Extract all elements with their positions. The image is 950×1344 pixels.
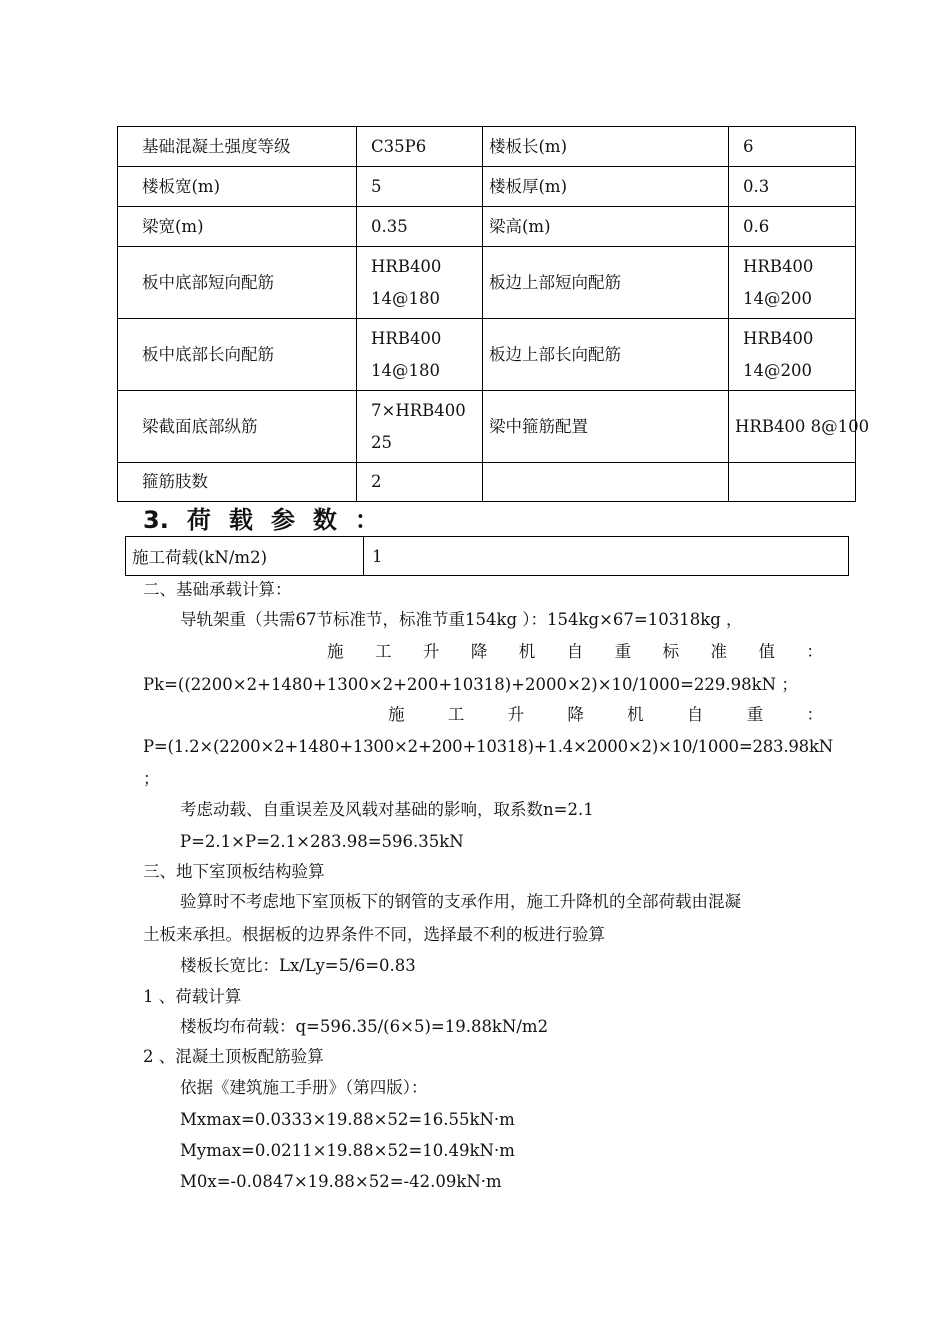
paragraph-1-line-2: 土板来承担。根据板的边界条件不同，选择最不利的板进行验算 [143, 925, 605, 944]
parameter-value-cell [729, 391, 870, 463]
parameter-label-cell: 板边上部长向配筋 [483, 319, 729, 391]
parameter-label-cell: 梁中箍筋配置 [483, 391, 729, 463]
guide-weight-line: 导轨架重（共需67节标准节，标准节重154kg ）：154kg×67=10318kg ， [180, 610, 743, 629]
cell-text-line: HRB400 [743, 256, 814, 276]
self-weight-caption: 施 工 升 降 机 自 重 ： [388, 705, 823, 724]
load-label-cell: 施工荷载(kN/m2) [126, 537, 364, 576]
paragraph-1-line-1: 验算时不考虑地下室顶板下的钢管的支承作用，施工升降机的全部荷载由混凝 [180, 892, 741, 911]
section-3-title: 三、地下室顶板结构验算 [143, 862, 325, 881]
parameter-value-cell [729, 167, 856, 207]
parameter-label-cell: 箍筋肢数 [118, 463, 357, 502]
parameter-value-cell [357, 167, 483, 207]
cell-text-line: HRB400 [371, 328, 442, 348]
cell-text-line: 5 [371, 176, 382, 196]
section-3-heading: 3. 荷 载 参 数 ： [143, 506, 379, 534]
cell-text-line: 6 [743, 136, 754, 156]
dynamic-factor-note: 考虑动载、自重误差及风载对基础的影响，取系数n=2.1 [180, 800, 594, 819]
parameter-value-cell [729, 319, 856, 391]
parameter-label-cell: 板中底部长向配筋 [118, 319, 357, 391]
pk-formula: Pk=((2200×2+1480+1300×2+200+10318)+2000×2)×10/1000=229.98kN ； [143, 675, 798, 694]
section-2-title: 二、基础承载计算： [143, 580, 292, 599]
parameter-table-row [118, 319, 856, 391]
item-2-title: 2 、混凝土顶板配筋验算 [143, 1047, 324, 1066]
parameter-table-row [118, 391, 856, 463]
parameter-label-cell: 基础混凝土强度等级 [118, 127, 357, 167]
parameter-label-cell: 板边上部短向配筋 [483, 247, 729, 319]
load-parameter-table [125, 536, 849, 576]
parameter-table-row [118, 207, 856, 247]
parameter-value-cell [729, 463, 856, 502]
p-result: P=2.1×P=2.1×283.98=596.35kN [180, 832, 464, 851]
cell-text-line: 14@180 [371, 360, 440, 380]
parameter-value-cell [729, 247, 856, 319]
parameter-table [117, 126, 870, 502]
parameter-value-cell [729, 127, 856, 167]
cell-text-line: 14@200 [743, 288, 812, 308]
cell-text-line: HRB400 [743, 328, 814, 348]
parameter-label-cell: 梁截面底部纵筋 [118, 391, 357, 463]
slab-ratio: 楼板长宽比：Lx/Ly=5/6=0.83 [180, 956, 416, 975]
uniform-load: 楼板均布荷载：q=596.35/(6×5)=19.88kN/m2 [180, 1017, 549, 1036]
parameter-table-row [118, 127, 856, 167]
p-formula: P=(1.2×(2200×2+1480+1300×2+200+10318)+1.4×2000×2)×10/1000=283.98kN [143, 737, 834, 756]
parameter-value-cell [357, 391, 483, 463]
cell-text-line: 14@180 [371, 288, 440, 308]
parameter-label-cell: 楼板厚(m) [483, 167, 729, 207]
parameter-label-cell: 楼板宽(m) [118, 167, 357, 207]
parameter-label-cell: 梁宽(m) [118, 207, 357, 247]
parameter-value-cell [729, 207, 856, 247]
parameter-table-row [118, 247, 856, 319]
cell-text-line: 0.35 [371, 216, 408, 236]
cell-text-line: HRB400 8@100 [735, 416, 870, 436]
cell-text-line: HRB400 [371, 256, 442, 276]
parameter-value-cell [357, 463, 483, 502]
parameter-value-cell [357, 207, 483, 247]
load-value-cell: 1 [364, 537, 849, 576]
cell-text-line: 2 [371, 472, 382, 491]
cell-text-line: 14@200 [743, 360, 812, 380]
reference-line: 依据《建筑施工手册》（第四版）： [180, 1078, 428, 1097]
p-formula-end: ； [143, 769, 160, 788]
cell-text-line: 0.3 [743, 176, 770, 196]
standard-value-caption: 施 工 升 降 机 自 重 标 准 值 ： [327, 642, 823, 661]
parameter-value-cell [357, 127, 483, 167]
parameter-table-row [118, 463, 856, 502]
parameter-label-cell: 板中底部短向配筋 [118, 247, 357, 319]
m0x-formula: M0x=-0.0847×19.88×52=-42.09kN·m [180, 1172, 502, 1191]
parameter-label-cell: 梁高(m) [483, 207, 729, 247]
item-1-title: 1 、荷载计算 [143, 987, 242, 1006]
parameter-table-row [118, 167, 856, 207]
parameter-label-cell [483, 463, 729, 502]
my-formula: Mymax=0.0211×19.88×52=10.49kN·m [180, 1141, 515, 1160]
parameter-value-cell [357, 247, 483, 319]
parameter-label-cell: 楼板长(m) [483, 127, 729, 167]
parameter-value-cell [357, 319, 483, 391]
mx-formula: Mxmax=0.0333×19.88×52=16.55kN·m [180, 1110, 515, 1129]
cell-text-line: 25 [371, 432, 392, 452]
cell-text-line: 7×HRB400 [371, 400, 466, 420]
cell-text-line: 0.6 [743, 216, 770, 236]
cell-text-line: C35P6 [371, 136, 427, 156]
